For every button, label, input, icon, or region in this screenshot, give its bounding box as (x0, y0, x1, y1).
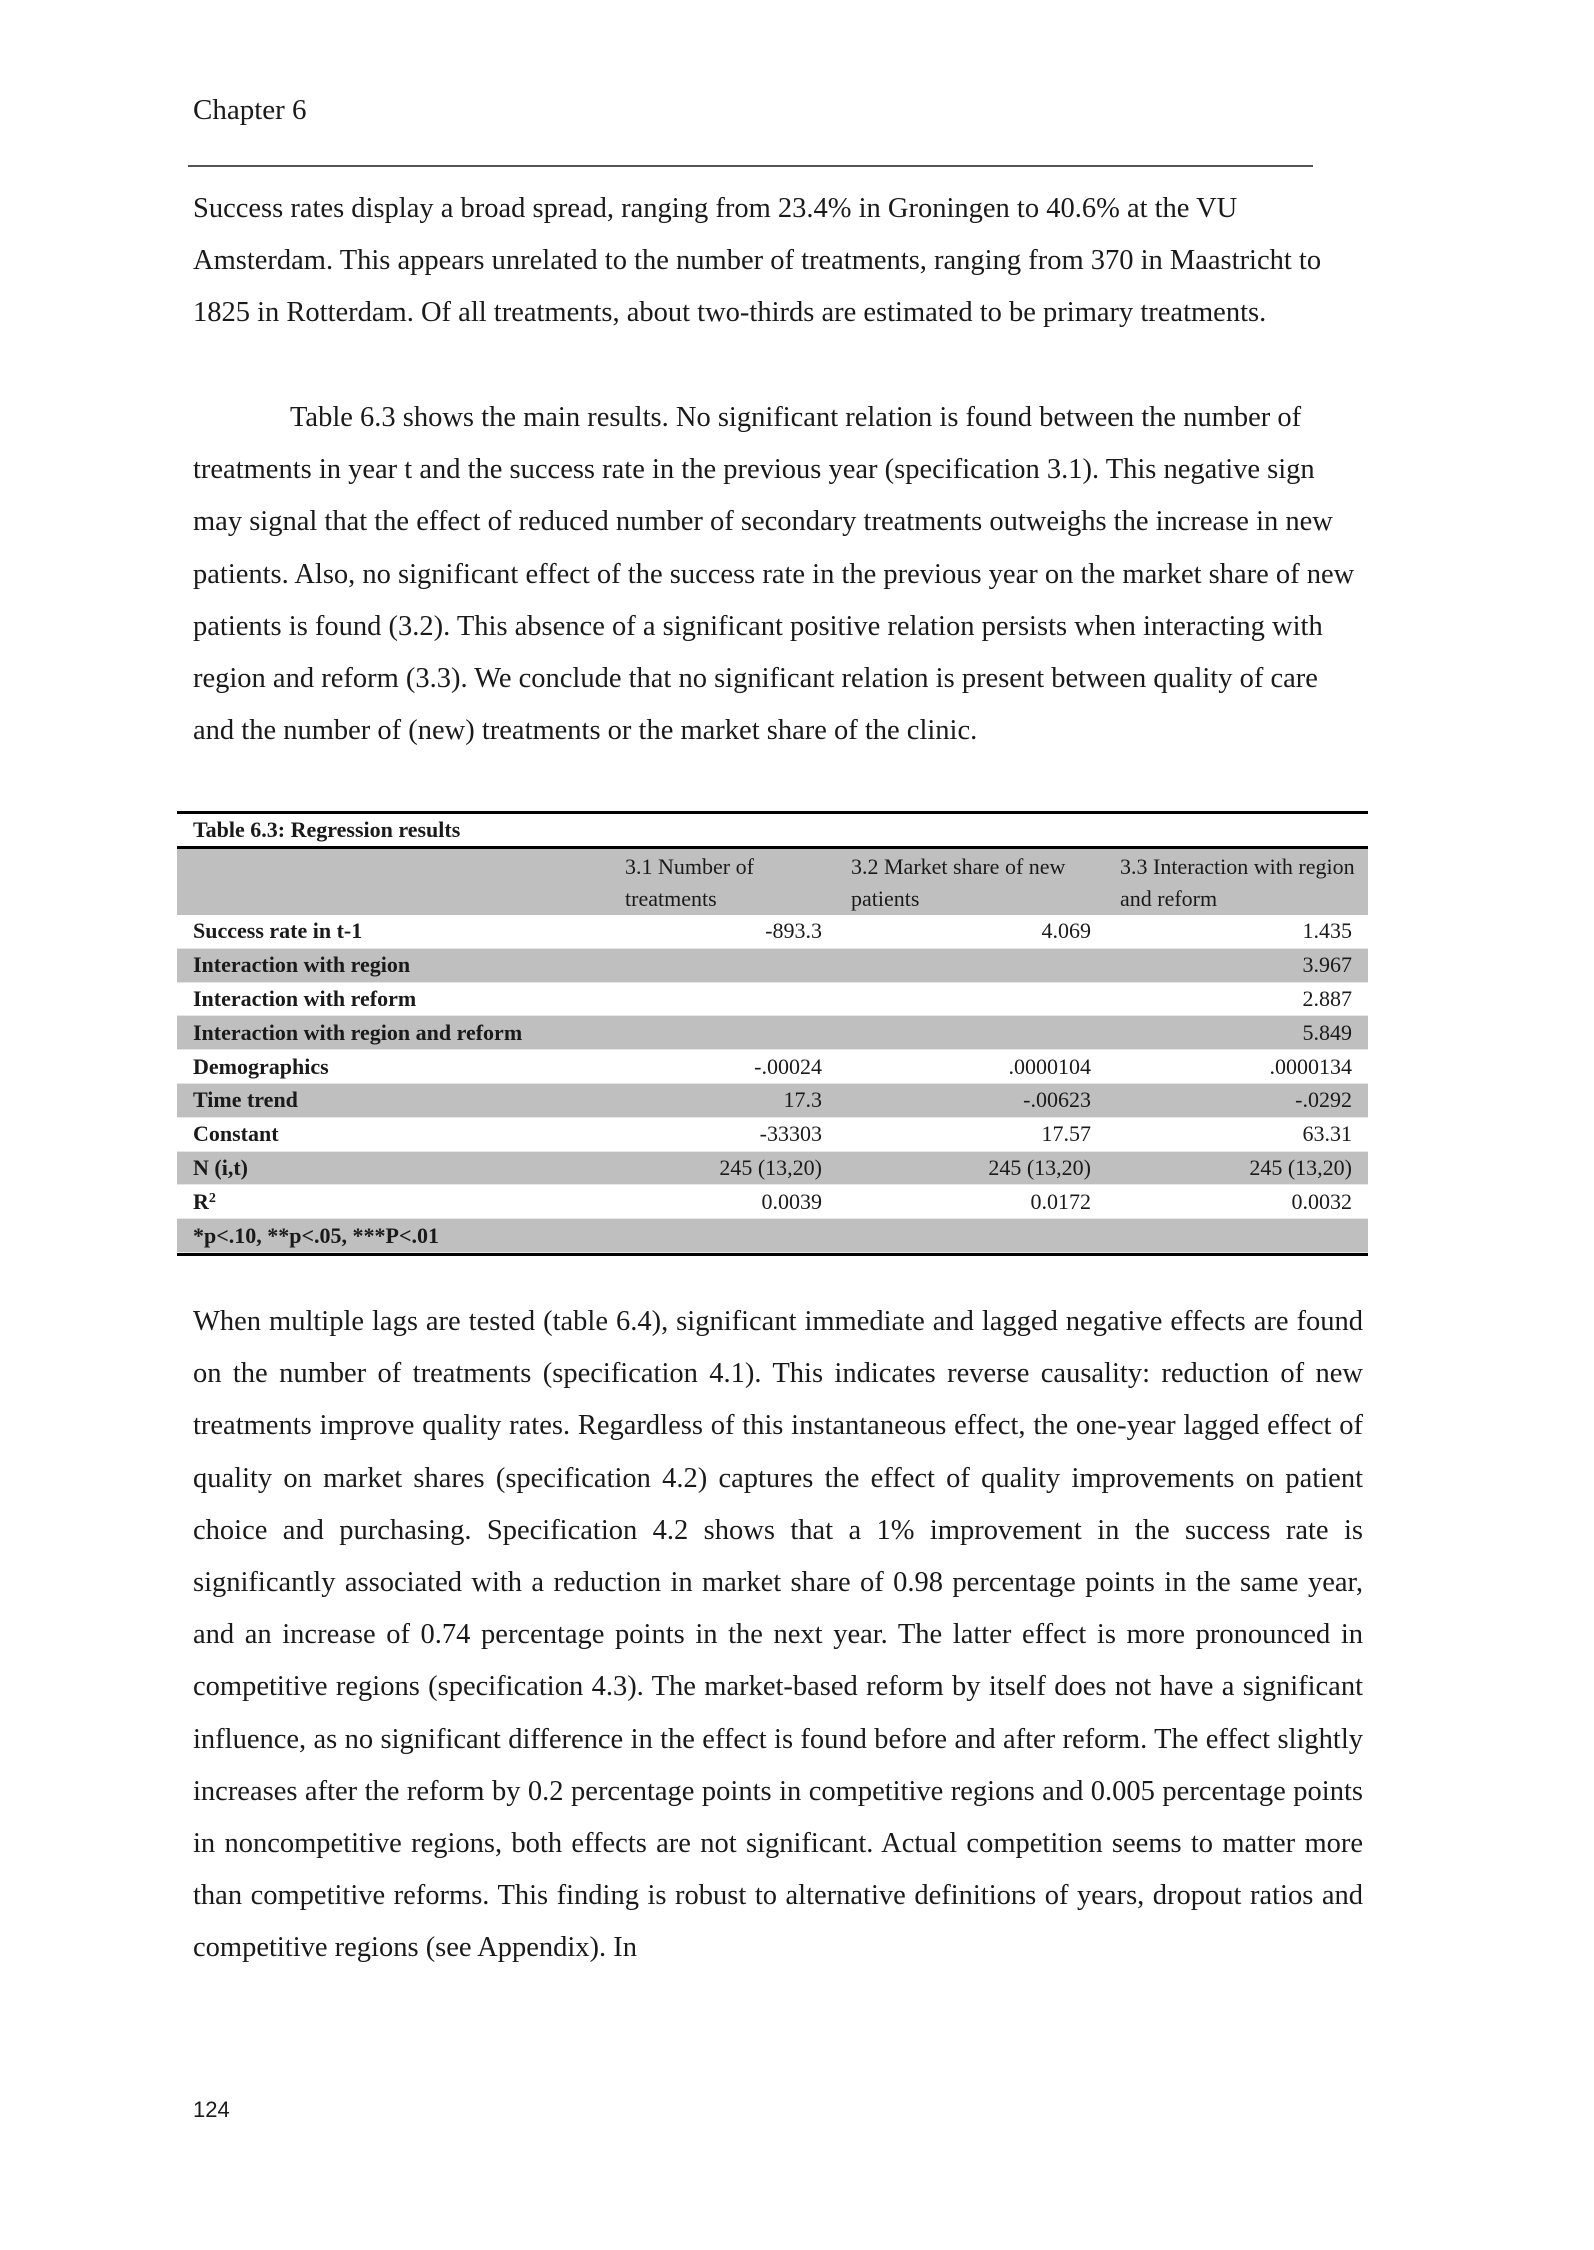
page-number: 124 (193, 2097, 230, 2122)
table-footnote-row (177, 1219, 1368, 1253)
regression-results-table (177, 849, 1368, 1253)
cell-value: .0000134 (1269, 1053, 1352, 1079)
row-label: Interaction with region (177, 948, 612, 982)
cell-value: -.00024 (754, 1053, 822, 1079)
cell-value: -.00623 (838, 1083, 1107, 1117)
table-header-row (177, 849, 1368, 915)
row-label-r-squared: $R^2$ (193, 1188, 216, 1214)
running-head: Chapter 6 (193, 94, 307, 126)
table-row (177, 1016, 1368, 1050)
cell-value: 3.967 (1107, 948, 1368, 982)
cell-value: 0.0039 (761, 1188, 822, 1214)
table-row (177, 915, 1368, 948)
paragraph-main-results: Table 6.3 shows the main results. No significant relation is found between the number of treatments in year t and the success rate in the previous year (specification 3.1). This negative sign may signal that the effect of reduced number of secondary treatments outweighs the increase in new patients. Also, no significant effect of the success rate in the previous year on the market share of new patients is found (3.2). This absence of a significant positive relation persists when interacting with region and reform (3.3). We conclude that no significant relation is present between quality of care and the number of (new) treatments or the market share of the clinic. (193, 402, 1355, 747)
row-label: N (i,t) (177, 1151, 612, 1185)
table-row (177, 982, 1368, 1016)
table-row (177, 1050, 1368, 1084)
cell-value (838, 982, 1107, 1016)
row-label: Demographics (193, 1053, 329, 1079)
regression-table (177, 811, 1368, 1256)
significance-note: *p<.10, **p<.05, ***P<.01 (177, 1219, 612, 1253)
row-label: Constant (193, 1121, 279, 1147)
row-label: Interaction with region and reform (177, 1016, 612, 1050)
cell-value: 2.887 (1302, 985, 1352, 1011)
cell-value: 245 (13,20) (838, 1151, 1107, 1185)
header-rule (188, 165, 1313, 167)
paragraph-success-rates: Success rates display a broad spread, ranging from 23.4% in Groningen to 40.6% at the VU Amsterdam. This appears unrelated to the number of treatments, ranging from 370 in Maastricht to 1825 in Rotterdam. Of all treatments, about two-thirds are estimated to be primary treatments. (193, 193, 1322, 329)
table-row (177, 1117, 1368, 1151)
row-label: Time trend (177, 1083, 612, 1117)
cell-value (838, 1219, 1107, 1253)
row-label: Success rate in t-1 (193, 918, 363, 944)
cell-value: .0000104 (1008, 1053, 1091, 1079)
cell-value (612, 982, 838, 1016)
cell-value: 1.435 (1302, 918, 1352, 944)
table-caption: Table 6.3: Regression results (193, 817, 461, 842)
column-header-label (177, 849, 612, 915)
cell-value: -33303 (759, 1121, 822, 1147)
cell-value (1107, 1219, 1368, 1253)
table-row (177, 1185, 1368, 1219)
cell-value (838, 948, 1107, 982)
column-header-3-3: 3.3 Interaction with region and reform (1107, 849, 1368, 915)
cell-value: 0.0172 (1030, 1188, 1091, 1214)
cell-value (612, 1016, 838, 1050)
cell-value: 4.069 (1041, 918, 1091, 944)
row-label: Interaction with reform (193, 985, 417, 1011)
cell-value: 245 (13,20) (612, 1151, 838, 1185)
table-row (177, 948, 1368, 982)
cell-value: -893.3 (765, 918, 822, 944)
cell-value (612, 948, 838, 982)
cell-value (838, 1016, 1107, 1050)
table-row (177, 1151, 1368, 1185)
column-header-3-2: 3.2 Market share of new patients (838, 849, 1107, 915)
cell-value: 17.57 (1041, 1121, 1091, 1147)
cell-value: 5.849 (1107, 1016, 1368, 1050)
column-header-3-1: 3.1 Number of treatments (612, 849, 838, 915)
paragraph-multiple-lags: When multiple lags are tested (table 6.4), significant immediate and lagged negative effects are found on the number of treatments (specification 4.1). This indicates reverse causality: reduction of new treatments improve quality rates. Regardless of this instantaneous effect, the one-year lagged effect of quality on market shares (specification 4.2) captures the effect of quality improvements on patient choice and purchasing. Specification 4.2 shows that a 1% improvement in the success rate is significantly associated with a reduction in market share of 0.98 percentage points in the same year, and an increase of 0.74 percentage points in the next year. The latter effect is more pronounced in competitive regions (specification 4.3). The market-based reform by itself does not have a significant influence, as no significant difference in the effect is found before and after reform. The effect slightly increases after the reform by 0.2 percentage points in competitive regions and 0.005 percentage points in noncompetitive regions, both effects are not significant. Actual competition seems to matter more than competitive reforms. This finding is robust to alternative definitions of years, dropout ratios and competitive regions (see Appendix). In (193, 1306, 1363, 1964)
cell-value: -.0292 (1107, 1083, 1368, 1117)
cell-value: 17.3 (612, 1083, 838, 1117)
table-bottom-rule (177, 1253, 1368, 1256)
cell-value: 0.0032 (1291, 1188, 1352, 1214)
cell-value (612, 1219, 838, 1253)
table-row (177, 1083, 1368, 1117)
cell-value: 245 (13,20) (1107, 1151, 1368, 1185)
cell-value: 63.31 (1302, 1121, 1352, 1147)
